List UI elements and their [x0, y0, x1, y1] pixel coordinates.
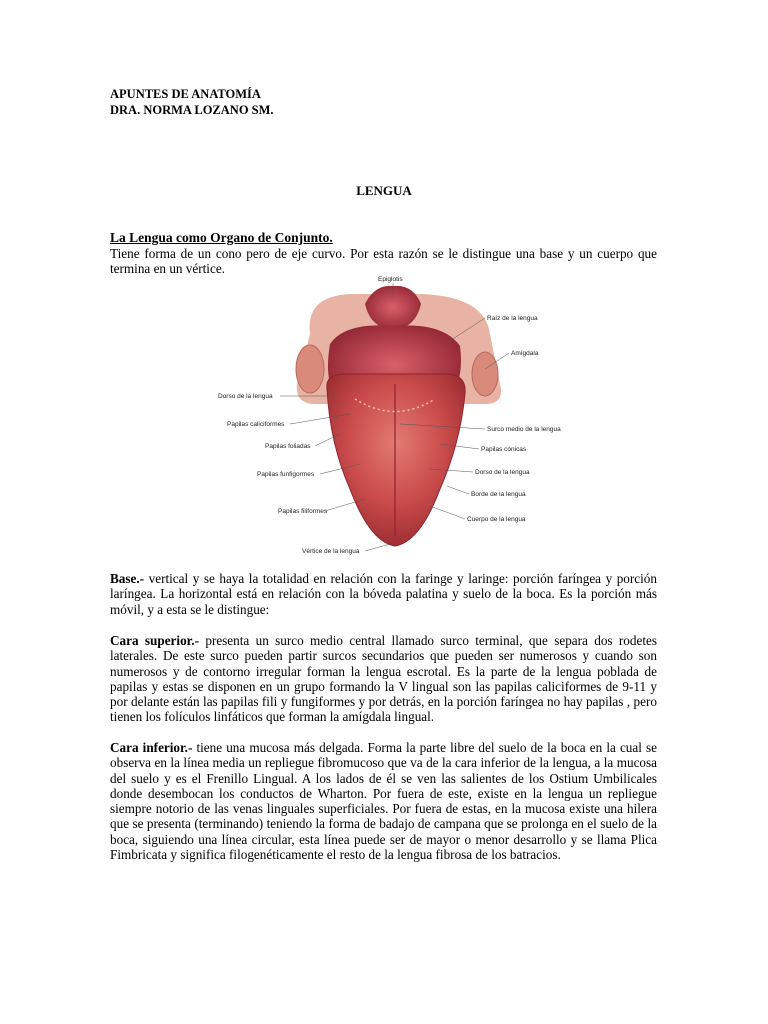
cara-inferior-term: Cara inferior.-: [110, 740, 193, 755]
label-cuerpo: Cuerpo de la lengua: [467, 516, 526, 523]
label-amigdala: Amígdala: [511, 350, 539, 357]
label-borde: Borde de la lengua: [471, 491, 526, 498]
label-filiformes: Papilas filiformes: [278, 508, 328, 515]
label-caliciformes: Papilas caliciformes: [227, 421, 285, 428]
cara-inferior-paragraph: [110, 740, 657, 862]
document-header: [110, 86, 274, 118]
leader-vertice: [365, 544, 390, 551]
tongue-drawing: [215, 274, 575, 558]
cara-superior-paragraph: [110, 633, 657, 725]
cara-superior-term: Cara superior.-: [110, 633, 199, 648]
base-text: vertical y se haya la totalidad en relación con la faringe y laringe: porción faríngea y porción laríngea. La horizontal está en relación con la bóveda palatina y suelo de la boca. Es la porción más móvil, y a esta se le distingue:: [110, 571, 657, 617]
page-title: [0, 183, 768, 199]
leader-borde: [447, 486, 469, 494]
label-vertice: Vértice de la lengua: [302, 548, 360, 555]
label-fungiformes: Papilas funfigormes: [257, 471, 315, 478]
page-title-text: LENGUA: [356, 183, 412, 198]
label-surco: Surco medio de la lengua: [487, 426, 561, 433]
leader-cuerpo: [430, 506, 465, 519]
header-line-2: DRA. NORMA LOZANO SM.: [110, 103, 274, 117]
label-dorso-right: Dorso de la lengua: [475, 469, 530, 476]
tongue-body: [327, 374, 465, 546]
section-heading: La Lengua como Organo de Conjunto.: [110, 230, 333, 245]
cara-superior-text: presenta un surco medio central llamado surco terminal, que separa dos rodetes laterales. De este surco pueden partir surcos secundarios que pueden ser numerosos y cuando son numerosos y de contorno irregular forman la lengua escrotal. Es la parte de la lengua poblada de papilas y estas se disponen en un grupo formando la V lingual son las papilas caliciformes de 9-11 y por delante están las papilas fili y fungiformes y por detrás, en la porción faríngea no hay papilas , pero tienen los folículos linfáticos que forman la amígdala lingual.: [110, 633, 657, 725]
cara-inferior-text: tiene una mucosa más delgada. Forma la parte libre del suelo de la boca en la cual se observa en la línea media un repliegue fibromucoso que va de la cara inferior de la lengua, a la mucosa del suelo y es el Frenillo Lingual. A los lados de él se ven las salientes de los Ostium Umbilicales donde desembocan los conductos de Wharton. Por fuera de este, existe en la lengua un repliegue siempre notorio de las venas linguales superficiales. Por fuera de estas, en la mucosa existe una hilera que se presenta (terminando) teniendo la forma de badajo de campana que se prolonga en el suelo de la boca, siguiendo una línea circular, esta línea puede ser de mayor o menor desarrollo y se llama Plica Fimbricata y significa filogenéticamente el resto de la lengua fibrosa de los batracios.: [110, 740, 657, 863]
label-raiz: Raíz de la lengua: [487, 315, 538, 322]
base-term: Base.-: [110, 571, 145, 586]
label-dorso-left: Dorso de la lengua: [218, 393, 273, 400]
label-conicas: Papilas cónicas: [481, 446, 527, 453]
base-paragraph: [110, 571, 657, 617]
label-epiglotis: Epiglotis: [378, 276, 403, 283]
tongue-illustration: [215, 274, 575, 558]
label-foliadas: Papilas foliadas: [265, 443, 311, 450]
left-tonsil: [296, 345, 324, 393]
intro-paragraph: Tiene forma de un cono pero de eje curvo. Por esta razón se le distingue una base y un cuerpo que termina en un vértice.: [110, 246, 657, 277]
header-line-1: APUNTES DE ANATOMÍA: [110, 87, 261, 101]
right-tonsil: [472, 352, 498, 396]
